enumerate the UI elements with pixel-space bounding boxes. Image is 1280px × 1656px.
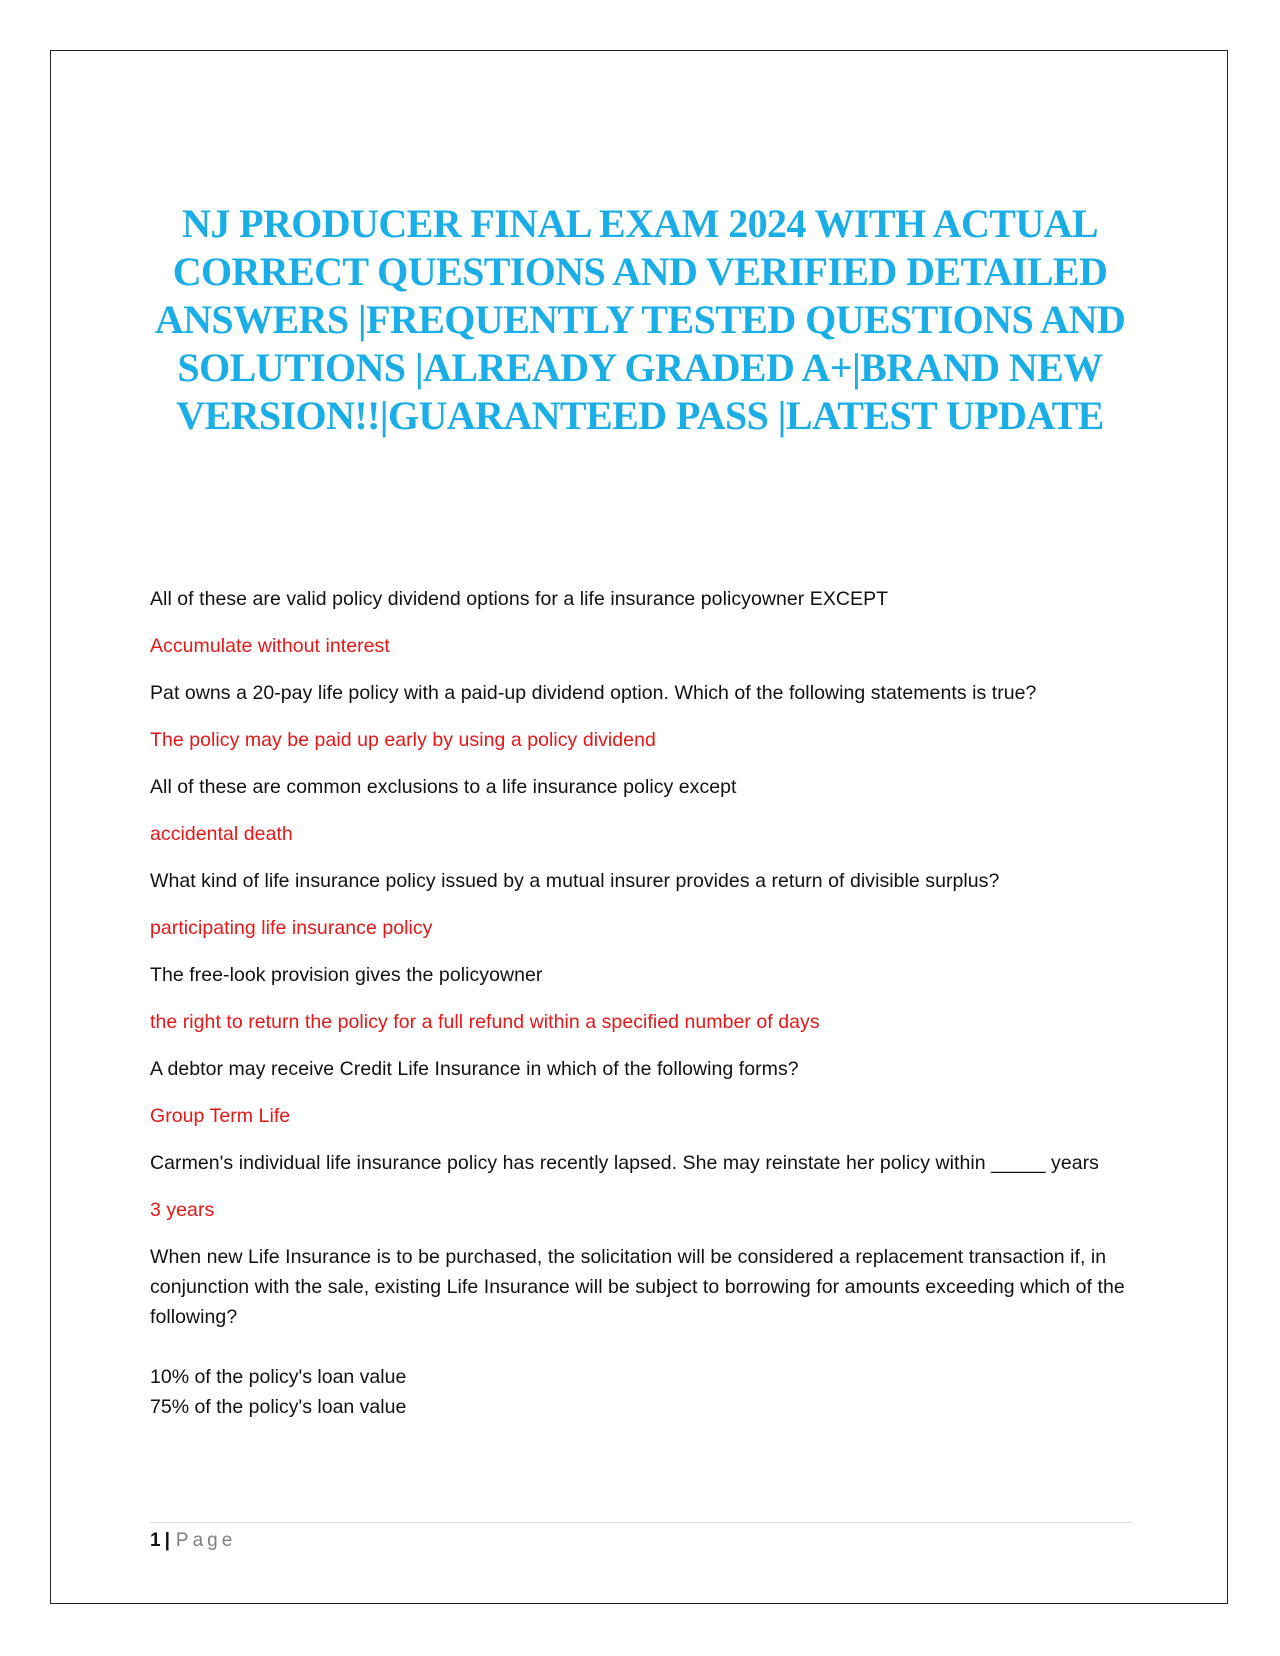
answer-text: the right to return the policy for a full refund within a specified number of days <box>150 1011 820 1033</box>
page-footer <box>150 1528 236 1554</box>
choice-item: 10% of the policy's loan value <box>150 1366 407 1388</box>
page-number: 1 <box>150 1530 161 1551</box>
question-text: Pat owns a 20-pay life policy with a paid-up dividend option. Which of the following statements is true? <box>150 682 1037 704</box>
answer-text: Group Term Life <box>150 1105 291 1127</box>
question-text: All of these are common exclusions to a life insurance policy except <box>150 776 737 798</box>
question-text: When new Life Insurance is to be purchased, the solicitation will be considered a replacement transaction if, in conjunction with the sale, existing Life Insurance will be subject to borrowing for amounts exceeding which of the following? <box>150 1246 1125 1328</box>
choice-item: 75% of the policy's loan value <box>150 1396 407 1418</box>
document-title: NJ PRODUCER FINAL EXAM 2024 WITH ACTUAL CORRECT QUESTIONS AND VERIFIED DETAILED ANSWERS |FREQUENTLY TESTED QUESTIONS AND SOLUTIONS |ALREADY GRADED A+|BRAND NEW VERSION!!|GUARANTEED PASS |LATEST UPDATE <box>154 201 1126 438</box>
question-text: Carmen's individual life insurance policy has recently lapsed. She may reinstate her policy within _____ years <box>150 1152 1099 1174</box>
qa-list <box>150 584 1140 1422</box>
answer-text: The policy may be paid up early by using a policy dividend <box>150 729 656 751</box>
question-text: The free-look provision gives the policyowner <box>150 964 543 986</box>
answer-text: participating life insurance policy <box>150 917 433 939</box>
footer-divider <box>150 1522 1132 1523</box>
answer-text: accidental death <box>150 823 293 845</box>
answer-text: Accumulate without interest <box>150 635 390 657</box>
footer-separator: | <box>164 1530 170 1551</box>
question-text: All of these are valid policy dividend options for a life insurance policyowner EXCEPT <box>150 588 889 610</box>
question-text: A debtor may receive Credit Life Insurance in which of the following forms? <box>150 1058 799 1080</box>
page-label: Page <box>175 1530 237 1551</box>
question-text: What kind of life insurance policy issued by a mutual insurer provides a return of divisible surplus? <box>150 870 1000 892</box>
answer-text: 3 years <box>150 1199 215 1221</box>
answer-choices <box>150 1362 1140 1422</box>
